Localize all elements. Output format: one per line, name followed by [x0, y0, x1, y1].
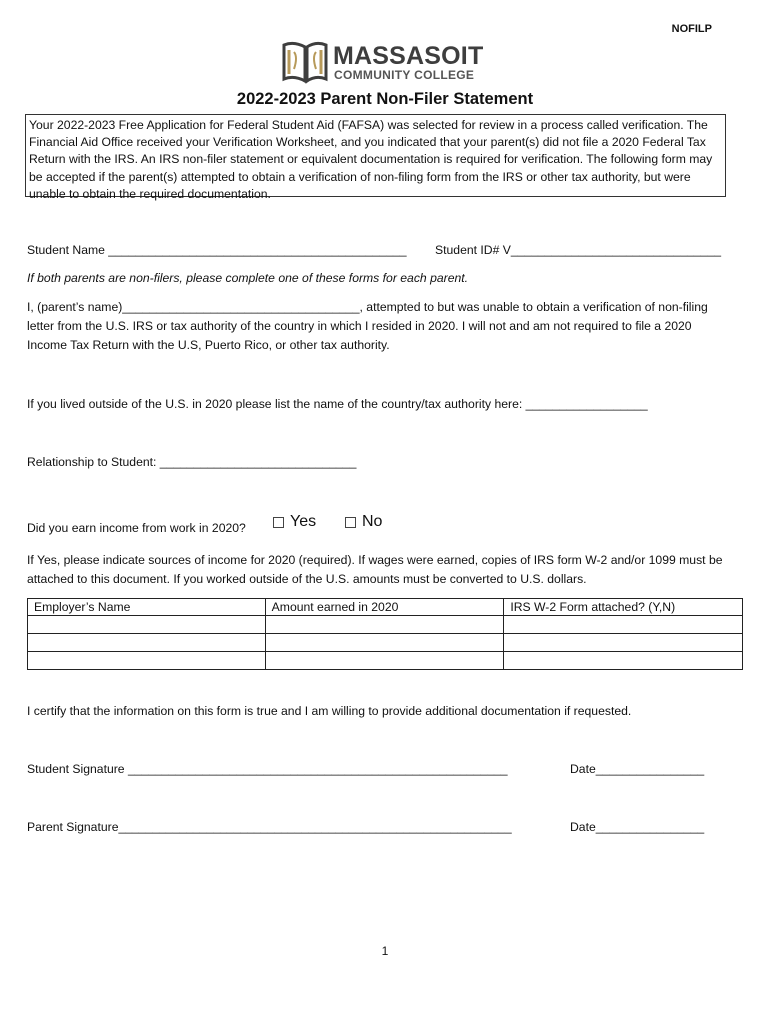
- table-header-row: [28, 599, 743, 616]
- yes-option[interactable]: [273, 513, 316, 531]
- employer-name-cell[interactable]: [28, 616, 266, 634]
- parent-date-field[interactable]: Date________________: [570, 820, 705, 834]
- w2-attached-header: IRS W-2 Form attached? (Y,N): [504, 599, 743, 616]
- book-logo-icon: [282, 41, 330, 85]
- amount-earned-cell[interactable]: [265, 652, 504, 670]
- page-title: 2022-2023 Parent Non-Filer Statement: [236, 90, 534, 108]
- outside-us-field[interactable]: If you lived outside of the U.S. in 2020 please list the name of the country/tax authority here: __________________: [27, 397, 648, 411]
- no-label: No: [362, 513, 383, 530]
- amount-earned-cell[interactable]: [265, 616, 504, 634]
- no-checkbox[interactable]: [345, 517, 356, 528]
- parent-statement[interactable]: I, (parent’s name)___________________________________, attempted to but was unable to obtain a verification of non-filing letter from the U.S. IRS or tax authority of the country in which I resided in 2020. I will not and am not required to file a 2020 Income Tax Return with the U.S, Puerto Rico, or other tax authority.: [27, 300, 708, 352]
- no-option[interactable]: [345, 513, 382, 531]
- w2-attached-cell[interactable]: [504, 616, 743, 634]
- yes-checkbox[interactable]: [273, 517, 284, 528]
- student-name-field[interactable]: Student Name ____________________________________________: [27, 243, 407, 257]
- both-parents-note: If both parents are non-filers, please complete one of these forms for each parent.: [27, 271, 469, 285]
- yes-label: Yes: [290, 513, 317, 530]
- form-code: NOFILP: [671, 23, 712, 35]
- student-id-field[interactable]: Student ID# V_______________________________: [435, 243, 722, 257]
- w2-attached-cell[interactable]: [504, 634, 743, 652]
- student-date-field[interactable]: Date________________: [570, 762, 705, 776]
- employer-name-cell[interactable]: [28, 652, 266, 670]
- table-row: [28, 652, 743, 670]
- intro-text-box: Your 2022-2023 Free Application for Federal Student Aid (FAFSA) was selected for review in a process called verification. The Financial Aid Office received your Verification Worksheet, and you indicated that your parent(s) did not file a 2020 Federal Tax Return with the IRS. An IRS non-filer statement or equivalent documentation is required for verification. The following form may be accepted if the parent(s) attempted to obtain a verification of non-filing form from the IRS or other tax authority, but were unable to obtain the required documentation.: [25, 114, 726, 197]
- income-question-label: Did you earn income from work in 2020?: [27, 521, 246, 535]
- page-number: 1: [381, 944, 389, 958]
- amount-earned-header: Amount earned in 2020: [265, 599, 504, 616]
- parent-signature-field[interactable]: Parent Signature__________________________________________________________: [27, 820, 512, 834]
- income-instructions: If Yes, please indicate sources of income for 2020 (required). If wages were earned, copies of IRS form W-2 and/or 1099 must be attached to this document. If you worked outside of the U.S. amounts must be converted to U.S. dollars.: [27, 553, 723, 586]
- certification-statement: I certify that the information on this form is true and I am willing to provide additional documentation if requested.: [27, 704, 632, 718]
- amount-earned-cell[interactable]: [265, 634, 504, 652]
- logo-name: MASSASOIT: [333, 42, 484, 70]
- student-signature-field[interactable]: Student Signature ________________________________________________________: [27, 762, 508, 776]
- employer-table: [27, 598, 743, 670]
- employer-name-cell[interactable]: [28, 634, 266, 652]
- logo-subtitle: COMMUNITY COLLEGE: [334, 68, 475, 82]
- w2-attached-cell[interactable]: [504, 652, 743, 670]
- employer-name-header: Employer’s Name: [28, 599, 266, 616]
- table-row: [28, 616, 743, 634]
- relationship-field[interactable]: Relationship to Student: _____________________________: [27, 455, 357, 469]
- table-row: [28, 634, 743, 652]
